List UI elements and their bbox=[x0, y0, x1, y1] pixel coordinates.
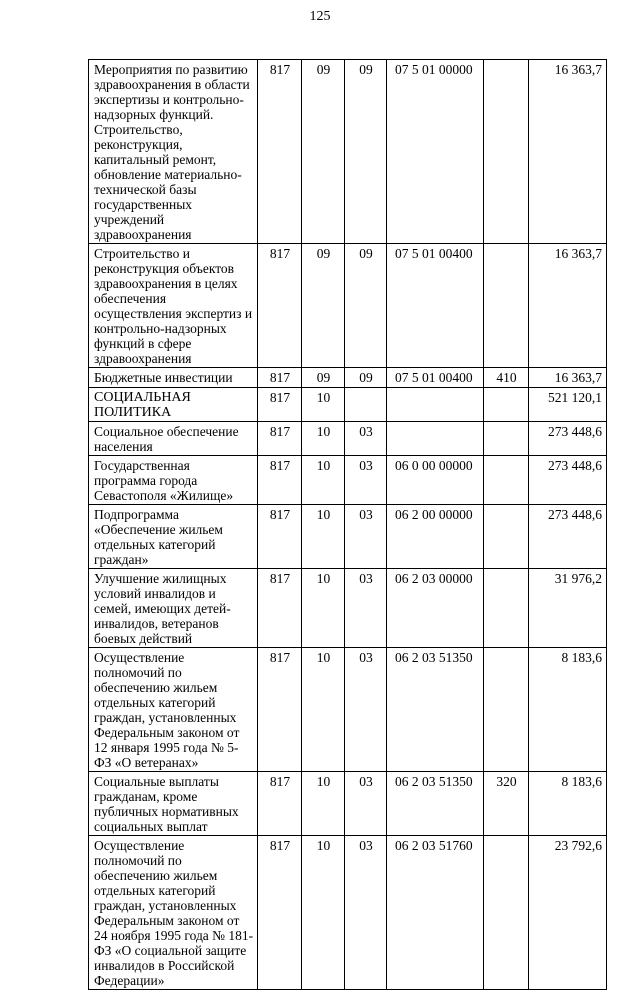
row-vr bbox=[484, 388, 529, 422]
row-pr: 03 bbox=[345, 422, 387, 456]
row-sum: 16 363,7 bbox=[529, 368, 607, 388]
row-glav: 817 bbox=[258, 505, 302, 569]
row-glav: 817 bbox=[258, 60, 302, 244]
row-name: Подпрограмма «Обеспечение жильем отдельных категорий граждан» bbox=[89, 505, 258, 569]
row-rz: 09 bbox=[302, 244, 345, 368]
row-glav: 817 bbox=[258, 836, 302, 990]
row-name: Государственная программа города Севастополя «Жилище» bbox=[89, 456, 258, 505]
row-rz: 09 bbox=[302, 368, 345, 388]
row-rz: 10 bbox=[302, 836, 345, 990]
table-row bbox=[89, 648, 607, 772]
table-row bbox=[89, 368, 607, 388]
row-name: Осуществление полномочий по обеспечению жильем отдельных категорий граждан, установленных Федеральным законом от 24 ноября 1995 года № 181-ФЗ «О социальной защите инвалидов в Российской Федерации» bbox=[89, 836, 258, 990]
row-csr: 06 0 00 00000 bbox=[387, 456, 484, 505]
row-glav: 817 bbox=[258, 388, 302, 422]
row-name: СОЦИАЛЬНАЯ ПОЛИТИКА bbox=[89, 388, 258, 422]
row-vr bbox=[484, 836, 529, 990]
row-glav: 817 bbox=[258, 422, 302, 456]
row-name: Улучшение жилищных условий инвалидов и семей, имеющих детей-инвалидов, ветеранов боевых действий bbox=[89, 569, 258, 648]
row-pr bbox=[345, 388, 387, 422]
row-vr bbox=[484, 60, 529, 244]
row-vr bbox=[484, 569, 529, 648]
row-name: Строительство и реконструкция объектов здравоохранения в целях обеспечения осуществления экспертиз и контрольно-надзорных функций в сфере здравоохранения bbox=[89, 244, 258, 368]
row-name: Осуществление полномочий по обеспечению жильем отдельных категорий граждан, установленных Федеральным законом от 12 января 1995 года № 5-ФЗ «О ветеранах» bbox=[89, 648, 258, 772]
row-csr bbox=[387, 422, 484, 456]
row-sum: 16 363,7 bbox=[529, 244, 607, 368]
row-pr: 09 bbox=[345, 368, 387, 388]
row-csr: 06 2 03 00000 bbox=[387, 569, 484, 648]
row-sum: 521 120,1 bbox=[529, 388, 607, 422]
row-rz: 10 bbox=[302, 422, 345, 456]
row-pr: 03 bbox=[345, 456, 387, 505]
table-row bbox=[89, 422, 607, 456]
row-pr: 03 bbox=[345, 648, 387, 772]
row-vr bbox=[484, 456, 529, 505]
row-glav: 817 bbox=[258, 456, 302, 505]
row-name: Социальное обеспечение населения bbox=[89, 422, 258, 456]
row-csr: 06 2 03 51350 bbox=[387, 772, 484, 836]
row-csr: 06 2 03 51350 bbox=[387, 648, 484, 772]
row-vr bbox=[484, 648, 529, 772]
row-pr: 03 bbox=[345, 772, 387, 836]
row-glav: 817 bbox=[258, 569, 302, 648]
row-rz: 10 bbox=[302, 569, 345, 648]
table-row bbox=[89, 836, 607, 990]
row-glav: 817 bbox=[258, 648, 302, 772]
table-row bbox=[89, 388, 607, 422]
row-vr bbox=[484, 244, 529, 368]
row-pr: 03 bbox=[345, 836, 387, 990]
table-row bbox=[89, 244, 607, 368]
row-name: Мероприятия по развитию здравоохранения в области экспертизы и контрольно-надзорных функций. Строительство, реконструкция, капитальный ремонт, обновление материально-технической базы государственных учреждений здравоохранения bbox=[89, 60, 258, 244]
row-rz: 10 bbox=[302, 772, 345, 836]
table-row bbox=[89, 772, 607, 836]
row-sum: 31 976,2 bbox=[529, 569, 607, 648]
row-csr: 07 5 01 00400 bbox=[387, 368, 484, 388]
row-sum: 273 448,6 bbox=[529, 505, 607, 569]
row-sum: 273 448,6 bbox=[529, 422, 607, 456]
row-rz: 09 bbox=[302, 60, 345, 244]
row-csr: 07 5 01 00400 bbox=[387, 244, 484, 368]
row-csr bbox=[387, 388, 484, 422]
row-sum: 273 448,6 bbox=[529, 456, 607, 505]
table-row bbox=[89, 60, 607, 244]
row-sum: 23 792,6 bbox=[529, 836, 607, 990]
row-csr: 06 2 00 00000 bbox=[387, 505, 484, 569]
row-sum: 8 183,6 bbox=[529, 772, 607, 836]
row-pr: 09 bbox=[345, 60, 387, 244]
table-row bbox=[89, 456, 607, 505]
row-pr: 09 bbox=[345, 244, 387, 368]
row-sum: 8 183,6 bbox=[529, 648, 607, 772]
row-vr bbox=[484, 422, 529, 456]
row-name: Социальные выплаты гражданам, кроме публичных нормативных социальных выплат bbox=[89, 772, 258, 836]
row-csr: 07 5 01 00000 bbox=[387, 60, 484, 244]
page-number: 125 bbox=[309, 9, 331, 24]
budget-table bbox=[88, 59, 607, 990]
row-rz: 10 bbox=[302, 648, 345, 772]
row-rz: 10 bbox=[302, 505, 345, 569]
row-csr: 06 2 03 51760 bbox=[387, 836, 484, 990]
row-sum: 16 363,7 bbox=[529, 60, 607, 244]
row-glav: 817 bbox=[258, 244, 302, 368]
row-vr: 320 bbox=[484, 772, 529, 836]
row-rz: 10 bbox=[302, 388, 345, 422]
row-rz: 10 bbox=[302, 456, 345, 505]
row-pr: 03 bbox=[345, 505, 387, 569]
row-name: Бюджетные инвестиции bbox=[89, 368, 258, 388]
row-glav: 817 bbox=[258, 368, 302, 388]
table-row bbox=[89, 569, 607, 648]
table-row bbox=[89, 505, 607, 569]
row-vr bbox=[484, 505, 529, 569]
row-vr: 410 bbox=[484, 368, 529, 388]
row-glav: 817 bbox=[258, 772, 302, 836]
row-pr: 03 bbox=[345, 569, 387, 648]
